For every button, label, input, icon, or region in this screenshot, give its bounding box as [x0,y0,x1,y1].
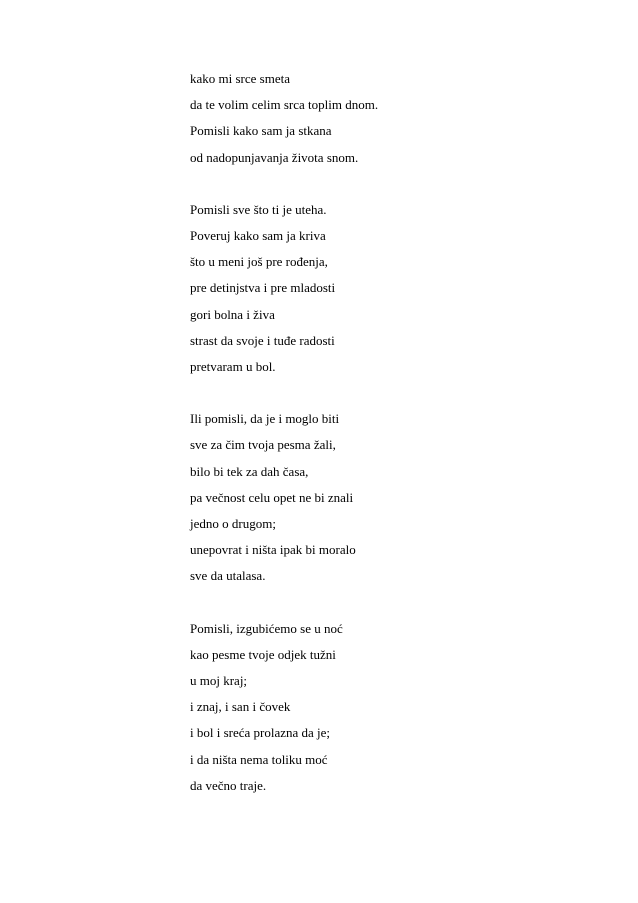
stanza-3 [190,406,610,589]
poem-line: pre detinjstva i pre mladosti [190,280,336,296]
poem-line: Pomisli kako sam ja stkana [190,123,332,139]
poem-line: gori bolna i živa [190,306,275,322]
stanza-1 [190,66,610,171]
poem-line: da večno traje. [190,777,267,793]
stanza-2 [190,197,610,380]
poem-line: sve za čim tvoja pesma žali, [190,437,336,453]
poem-line: i da ništa nema toliku moć [190,751,328,767]
poem-line: bilo bi tek za dah časa, [190,463,309,479]
poem-line: Ili pomisli, da je i moglo biti [190,411,340,427]
poem-line: i bol i sreća prolazna da je; [190,725,331,741]
poem-line: kao pesme tvoje odjek tužni [190,646,336,662]
poem-line: Pomisli, izgubićemo se u noć [190,620,343,636]
poem-line: da te volim celim srca toplim dnom. [190,97,379,113]
poem-line: unepovrat i ništa ipak bi moralo [190,542,356,558]
poem-line: pretvaram u bol. [190,359,276,375]
poem-line: Pomisli sve što ti je uteha. [190,201,327,217]
poem-line: sve da utalasa. [190,568,266,584]
poem-line: u moj kraj; [190,673,248,689]
poem-line: strast da svoje i tuđe radosti [190,332,335,348]
poem-line: jedno o drugom; [190,516,276,532]
poem-line: što u meni još pre rođenja, [190,254,328,270]
poem-line: kako mi srce smeta [190,71,290,86]
poem-line: pa večnost celu opet ne bi znali [190,489,354,505]
poem-line: i znaj, i san i čovek [190,699,291,715]
poem-text [190,66,610,825]
poem-line: Poveruj kako sam ja kriva [190,228,326,244]
stanza-4 [190,616,610,799]
poem-line: od nadopunjavanja života snom. [190,149,359,165]
